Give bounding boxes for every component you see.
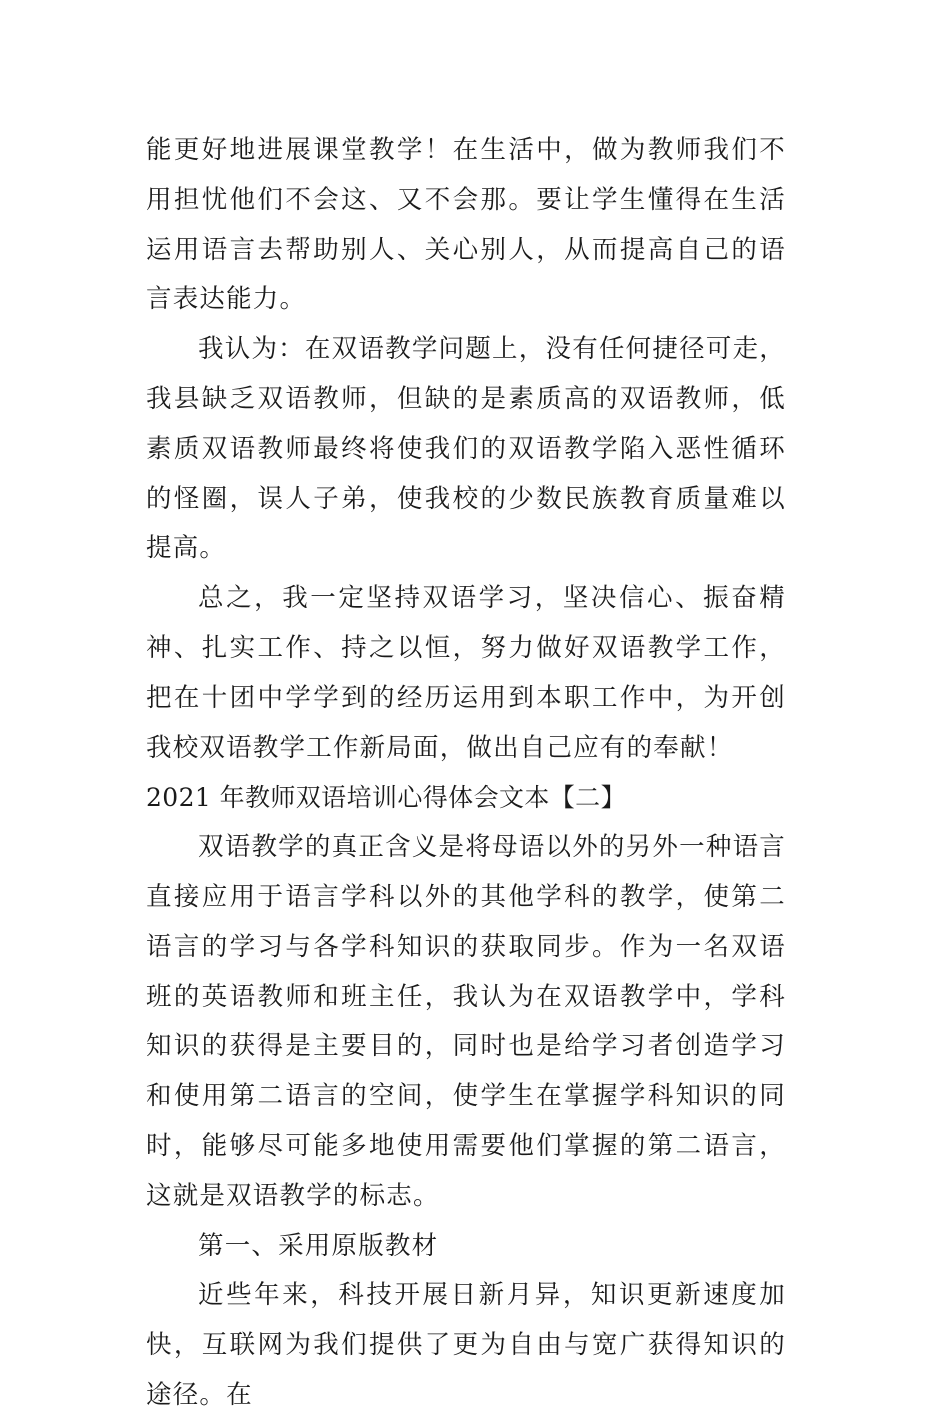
section-heading: 2021 年教师双语培训心得体会文本【二】 bbox=[146, 783, 626, 813]
paragraph-conclusion: 总之，我一定坚持双语学习，坚决信心、振奋精神、扎实工作、持之以恒，努力做好双语教学工作，把在十团中学学到的经历运用到本职工作中，为开创我校双语教学工作新局面，做出自己应有的奉献！ bbox=[146, 583, 786, 763]
document-body bbox=[146, 126, 786, 1421]
paragraph-continuation: 能更好地进展课堂教学！在生活中，做为教师我们不用担忧他们不会这、又不会那。要让学生懂得在生活运用语言去帮助别人、关心别人，从而提高自己的语言表达能力。 bbox=[146, 135, 786, 315]
paragraph-recent-years: 近些年来，科技开展日新月异，知识更新速度加快，互联网为我们提供了更为自由与宽广获得知识的途径。在 bbox=[146, 1280, 786, 1410]
paragraph-definition: 双语教学的真正含义是将母语以外的另外一种语言直接应用于语言学科以外的其他学科的教学，使第二语言的学习与各学科知识的获取同步。作为一名双语班的英语教师和班主任，我认为在双语教学中，学科知识的获得是主要目的，同时也是给学习者创造学习和使用第二语言的空间，使学生在掌握学科知识的同时，能够尽可能多地使用需要他们掌握的第二语言，这就是双语教学的标志。 bbox=[146, 832, 786, 1211]
subheading-first: 第一、采用原版教材 bbox=[198, 1230, 439, 1261]
paragraph-opinion: 我认为：在双语教学问题上，没有任何捷径可走，我县缺乏双语教师，但缺的是素质高的双语教师，低素质双语教师最终将使我们的双语教学陷入恶性循环的怪圈，误人子弟，使我校的少数民族教育质量难以提高。 bbox=[146, 334, 786, 564]
